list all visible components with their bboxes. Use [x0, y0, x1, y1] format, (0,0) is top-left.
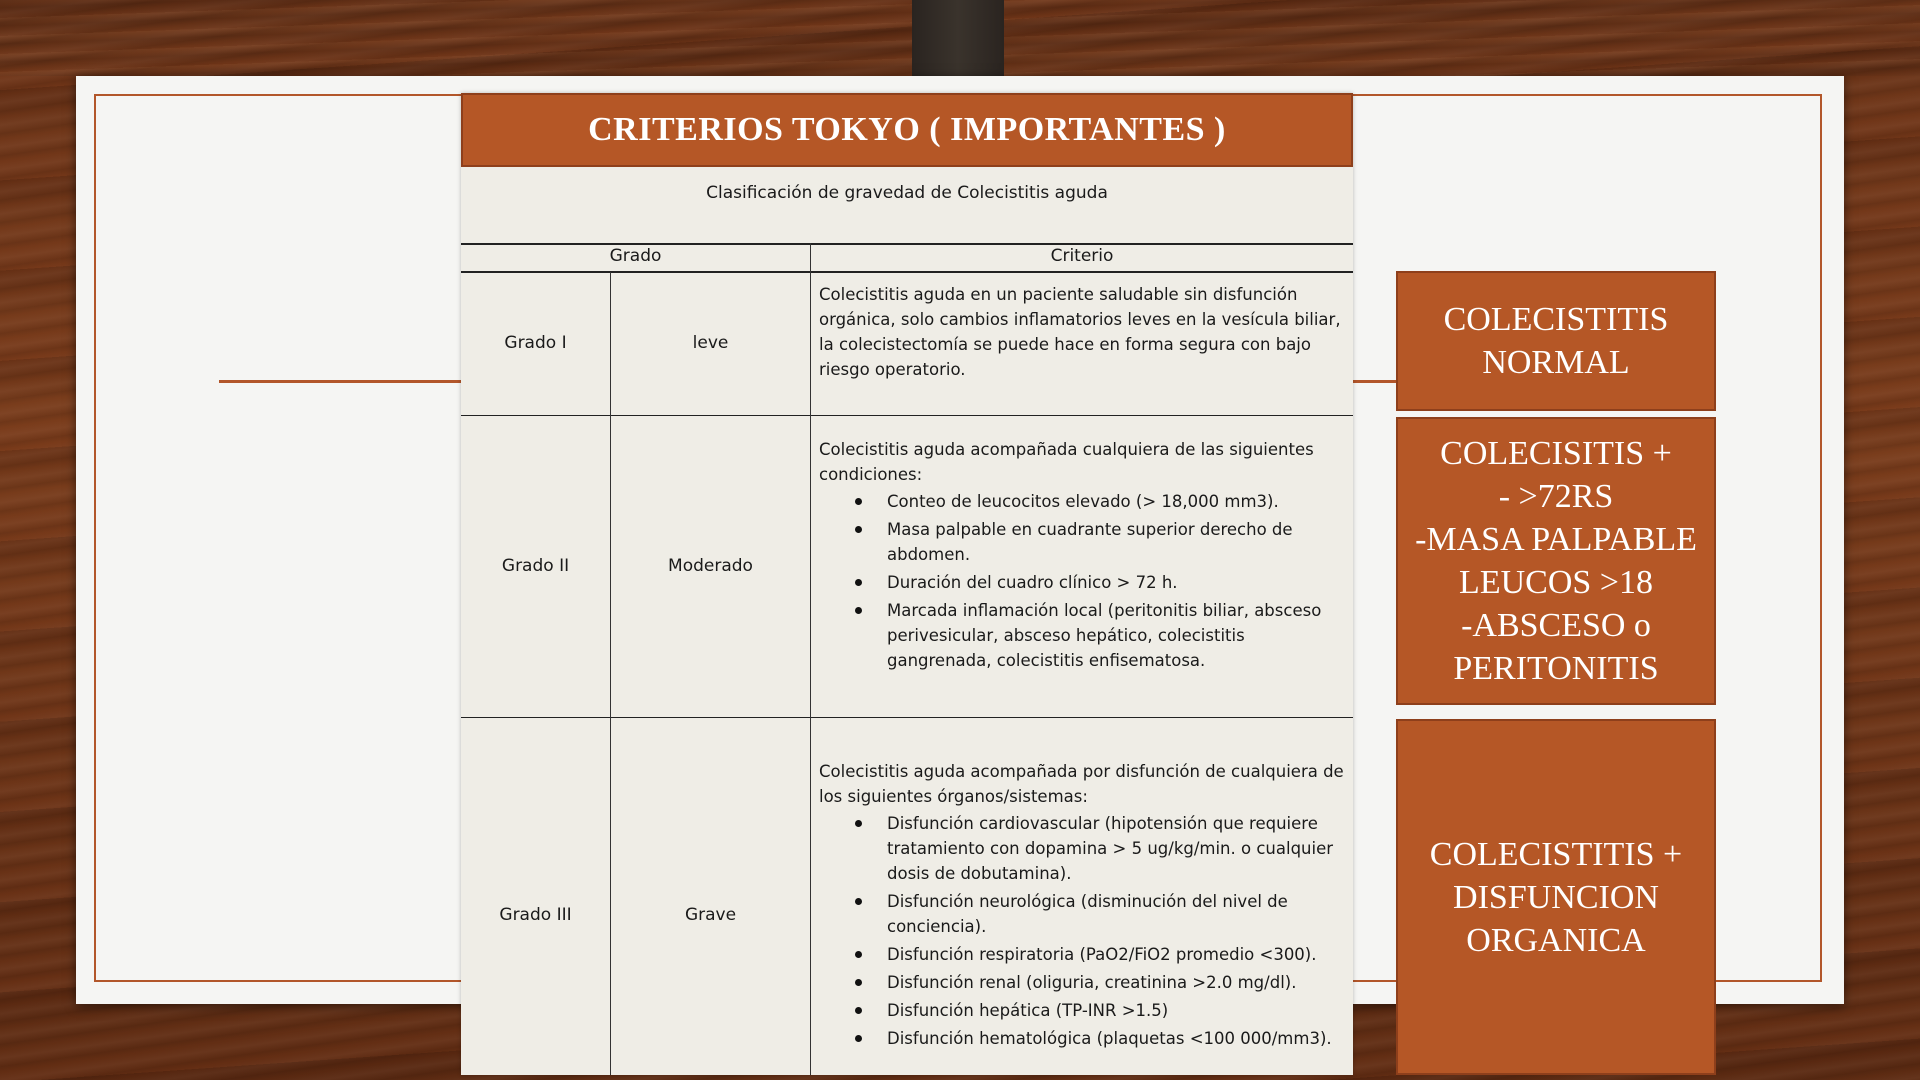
row-1-criteria — [819, 282, 1347, 382]
list-item: Conteo de leucocitos elevado (> 18,000 mm3). — [819, 489, 1347, 514]
summary-box-moderate-line: -ABSCESO o — [1461, 607, 1651, 644]
row-3-grade: Grado III — [499, 905, 572, 925]
summary-box-moderate-line: -MASA PALPABLE — [1415, 521, 1697, 558]
row-2-criteria-list — [819, 489, 1347, 673]
list-item: Disfunción hepática (TP-INR >1.5) — [819, 998, 1347, 1023]
table-header-rule — [461, 271, 1353, 273]
summary-box-moderate — [1396, 417, 1716, 705]
summary-box-severe-line: ORGANICA — [1466, 921, 1646, 959]
list-item: Masa palpable en cuadrante superior derecho de abdomen. — [819, 517, 1347, 567]
summary-box-normal — [1396, 271, 1716, 411]
summary-box-moderate-line: PERITONITIS — [1453, 650, 1659, 687]
row-2-grade: Grado II — [501, 556, 570, 576]
row-3-severity: Grave — [684, 905, 737, 925]
summary-box-normal-line: COLECISTITIS — [1443, 301, 1669, 338]
classification-table — [461, 93, 1353, 1075]
list-item: Disfunción respiratoria (PaO2/FiO2 promedio <300). — [819, 942, 1347, 967]
row-2-severity: Moderado — [668, 556, 753, 576]
table-top-rule — [461, 243, 1353, 245]
list-item: Disfunción neurológica (disminución del nivel de conciencia). — [819, 889, 1347, 939]
summary-box-moderate-line: COLECISITIS + — [1440, 435, 1672, 472]
list-item: Disfunción cardiovascular (hipotensión que requiere tratamiento con dopamina > 5 ug/kg/min. o cualquier dosis de dobutamina). — [819, 811, 1347, 886]
connector-line-left — [219, 380, 461, 383]
connector-line-right — [1353, 380, 1397, 383]
list-item: Marcada inflamación local (peritonitis biliar, absceso perivesicular, absceso hepático, colecistitis gangrenada, colecistitis enfisematosa. — [819, 598, 1347, 673]
column-divider-criterio — [810, 243, 811, 1075]
row-divider-2 — [461, 717, 1353, 718]
row-2-criteria-text: Colecistitis aguda acompañada cualquiera de las siguientes condiciones: — [819, 440, 1314, 484]
row-2-criteria — [819, 437, 1347, 676]
slide-title: CRITERIOS TOKYO ( IMPORTANTES ) — [461, 93, 1353, 167]
summary-box-severe-line: COLECISTITIS + — [1429, 835, 1683, 873]
column-divider-grado — [610, 272, 611, 1075]
summary-box-severe — [1396, 719, 1716, 1075]
row-divider-1 — [461, 415, 1353, 416]
row-3-criteria-list — [819, 811, 1347, 1051]
row-1-criteria-text: Colecistitis aguda en un paciente saludable sin disfunción orgánica, solo cambios inflamatorios leves en la vesícula biliar, la colecistectomía se puede hace en forma segura con bajo riesgo operatorio. — [819, 285, 1341, 379]
summary-box-normal-line: NORMAL — [1482, 344, 1630, 381]
row-1-grade: Grado I — [504, 333, 567, 353]
list-item: Duración del cuadro clínico > 72 h. — [819, 570, 1347, 595]
row-3-criteria-text: Colecistitis aguda acompañada por disfunción de cualquiera de los siguientes órganos/sistemas: — [819, 762, 1344, 806]
header-criterio: Criterio — [1050, 246, 1114, 266]
summary-box-severe-line: DISFUNCION — [1453, 878, 1659, 916]
table-caption: Clasificación de gravedad de Colecistitis aguda — [706, 183, 1108, 203]
list-item: Disfunción renal (oliguria, creatinina >2.0 mg/dl). — [819, 970, 1347, 995]
summary-box-moderate-line: LEUCOS >18 — [1459, 564, 1653, 601]
row-1-severity: leve — [692, 333, 729, 353]
list-item: Disfunción hematológica (plaquetas <100 000/mm3). — [819, 1026, 1347, 1051]
summary-box-moderate-line: - >72RS — [1498, 478, 1614, 515]
row-3-criteria — [819, 759, 1347, 1054]
header-grado: Grado — [609, 246, 662, 266]
